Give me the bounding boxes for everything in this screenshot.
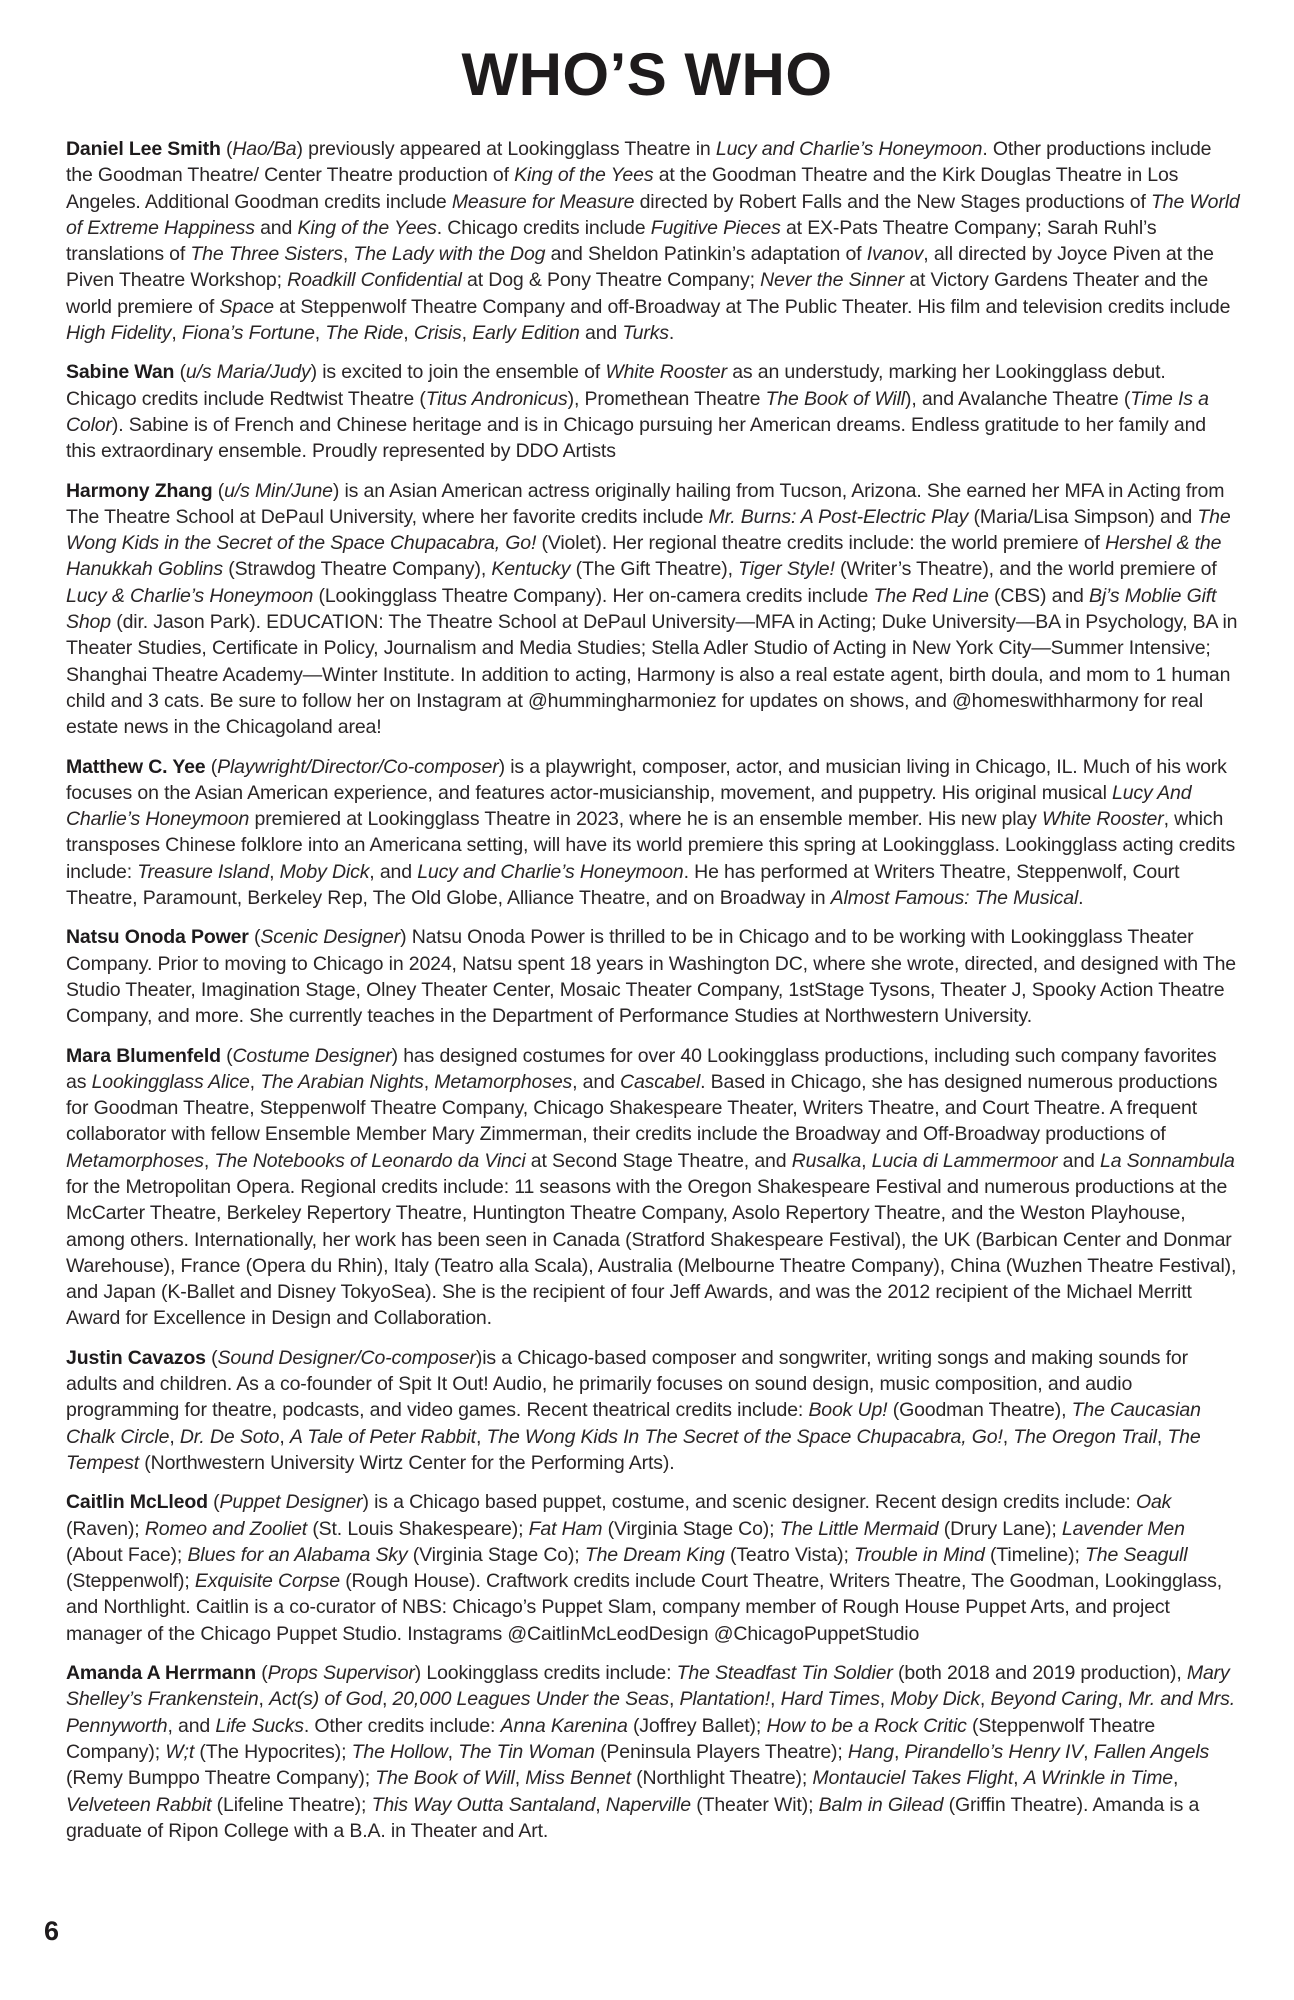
bio-justin-cavazos: Justin Cavazos (Sound Designer/Co-composer)is a Chicago-based composer and songwriter, writing songs and making sounds for adults and children. As a co-founder of Spit It Out! Audio, he primarily focuses on sound design, music composition, and audio programming for theatre, podcasts, and video games. Recent theatrical credits include: Book Up! (Goodman Theatre), The Caucasian Chalk Circle, Dr. De Soto, A Tale of Peter Rabbit, The Wong Kids In The Secret of the Space Chupacabra, Go!, The Oregon Trail, The Tempest (Northwestern University Wirtz Center for the Performing Arts). [66, 1346, 1201, 1474]
bios-section [0, 108, 1294, 1844]
page-title: WHO’S WHO [461, 41, 833, 108]
bio-sabine-wan: Sabine Wan (u/s Maria/Judy) is excited to join the ensemble of White Rooster as an understudy, marking her Lookingglass debut. Chicago credits include Redtwist Theatre (Titus Andronicus), Promethean Theatre The Book of Will), and Avalanche Theatre (Time Is a Color). Sabine is of French and Chinese heritage and is in Chicago pursuing her American dreams. Endless gratitude to her family and this extraordinary ensemble. Proudly represented by DDO Artists [66, 361, 1209, 463]
bio-daniel-lee-smith: Daniel Lee Smith (Hao/Ba) previously appeared at Lookingglass Theatre in Lucy and Charlie’s Honeymoon. Other productions include the Goodman Theatre/ Center Theatre production of King of the Yees at the Goodman Theatre and the Kirk Douglas Theatre in Los Angeles. Additional Goodman credits include Measure for Measure directed by Robert Falls and the New Stages productions of The World of Extreme Happiness and King of the Yees. Chicago credits include Fugitive Pieces at EX-Pats Theatre Company; Sarah Ruhl’s translations of The Three Sisters, The Lady with the Dog and Sheldon Patinkin’s adaptation of Ivanov, all directed by Joyce Piven at the Piven Theatre Workshop; Roadkill Confidential at Dog & Pony Theatre Company; Never the Sinner at Victory Gardens Theater and the world premiere of Space at Steppenwolf Theatre Company and off-Broadway at The Public Theater. His film and television credits include High Fidelity, Fiona’s Fortune, The Ride, Crisis, Early Edition and Turks. [66, 138, 1240, 345]
bio-harmony-zhang: Harmony Zhang (u/s Min/June) is an Asian American actress originally hailing from Tucson, Arizona. She earned her MFA in Acting from The Theatre School at DePaul University, where her favorite credits include Mr. Burns: A Post-Electric Play (Maria/Lisa Simpson) and The Wong Kids in the Secret of the Space Chupacabra, Go! (Violet). Her regional theatre credits include: the world premiere of Hershel & the Hanukkah Goblins (Strawdog Theatre Company), Kentucky (The Gift Theatre), Tiger Style! (Writer’s Theatre), and the world premiere of Lucy & Charlie’s Honeymoon (Lookingglass Theatre Company). Her on-camera credits include The Red Line (CBS) and Bj’s Moblie Gift Shop (dir. Jason Park). EDUCATION: The Theatre School at DePaul University—MFA in Acting; Duke University—BA in Psychology, BA in Theater Studies, Certificate in Policy, Journalism and Media Studies; Stella Adler Studio of Acting in New York City—Summer Intensive; Shanghai Theatre Academy—Winter Institute. In addition to acting, Harmony is also a real estate agent, birth doula, and mom to 1 human child and 3 cats. Be sure to follow her on Instagram at @hummingharmoniez for updates on shows, and @homeswithharmony for real estate news in the Chicagoland area! [66, 479, 1238, 739]
page-number: 6 [44, 1916, 60, 1946]
bio-matthew-c-yee: Matthew C. Yee (Playwright/Director/Co-composer) is a playwright, composer, actor, and musician living in Chicago, IL. Much of his work focuses on the Asian American experience, and features actor-musicianship, movement, and puppetry. His original musical Lucy And Charlie’s Honeymoon premiered at Lookingglass Theatre in 2023, where he is an ensemble member. His new play White Rooster, which transposes Chinese folklore into an Americana setting, will have its world premiere this spring at Lookingglass. Lookingglass acting credits include: Treasure Island, Moby Dick, and Lucy and Charlie’s Honeymoon. He has performed at Writers Theatre, Steppenwolf, Court Theatre, Paramount, Berkeley Rep, The Old Globe, Alliance Theatre, and on Broadway in Almost Famous: The Musical. [66, 755, 1236, 910]
bio-caitlin-mclleod: Caitlin McLleod (Puppet Designer) is a Chicago based puppet, costume, and scenic designer. Recent design credits include: Oak (Raven); Romeo and Zooliet (St. Louis Shakespeare); Fat Ham (Virginia Stage Co); The Little Mermaid (Drury Lane); Lavender Men (About Face); Blues for an Alabama Sky (Virginia Stage Co); The Dream King (Teatro Vista); Trouble in Mind (Timeline); The Seagull (Steppenwolf); Exquisite Corpse (Rough House). Craftwork credits include Court Theatre, Writers Theatre, The Goodman, Lookingglass, and Northlight. Caitlin is a co-curator of NBS: Chicago’s Puppet Slam, company member of Rough House Puppet Arts, and project manager of the Chicago Puppet Studio. Instagrams @CaitlinMcLeodDesign @ChicagoPuppetStudio [66, 1491, 1222, 1645]
bio-amanda-a-herrmann: Amanda A Herrmann (Props Supervisor) Lookingglass credits include: The Steadfast Tin Soldier (both 2018 and 2019 production), Mary Shelley’s Frankenstein, Act(s) of God, 20,000 Leagues Under the Seas, Plantation!, Hard Times, Moby Dick, Beyond Caring, Mr. and Mrs. Pennyworth, and Life Sucks. Other credits include: Anna Karenina (Joffrey Ballet); How to be a Rock Critic (Steppenwolf Theatre Company); W;t (The Hypocrites); The Hollow, The Tin Woman (Peninsula Players Theatre); Hang, Pirandello’s Henry IV, Fallen Angels (Remy Bumppo Theatre Company); The Book of Will, Miss Bennet (Northlight Theatre); Montauciel Takes Flight, A Wrinkle in Time, Velveteen Rabbit (Lifeline Theatre); This Way Outta Santaland, Naperville (Theater Wit); Balm in Gilead (Griffin Theatre). Amanda is a graduate of Ripon College with a B.A. in Theater and Art. [66, 1662, 1235, 1842]
bio-natsu-onoda-power: Natsu Onoda Power (Scenic Designer) Natsu Onoda Power is thrilled to be in Chicago and to be working with Lookingglass Theater Company. Prior to moving to Chicago in 2024, Natsu spent 18 years in Washington DC, where she wrote, directed, and designed with The Studio Theater, Imagination Stage, Olney Theater Center, Mosaic Theater Company, 1stStage Tysons, Theater J, Spooky Action Theatre Company, and more. She currently teaches in the Department of Performance Studies at Northwestern University. [66, 926, 1236, 1028]
bio-mara-blumenfeld: Mara Blumenfeld (Costume Designer) has designed costumes for over 40 Lookingglass productions, including such company favorites as Lookingglass Alice, The Arabian Nights, Metamorphoses, and Cascabel. Based in Chicago, she has designed numerous productions for Goodman Theatre, Steppenwolf Theatre Company, Chicago Shakespeare Theater, Writers Theatre, and Court Theatre. A frequent collaborator with fellow Ensemble Member Mary Zimmerman, their credits include the Broadway and Off-Broadway productions of Metamorphoses, The Notebooks of Leonardo da Vinci at Second Stage Theatre, and Rusalka, Lucia di Lammermoor and La Sonnambula for the Metropolitan Opera. Regional credits include: 11 seasons with the Oregon Shakespeare Festival and numerous productions at the McCarter Theatre, Berkeley Repertory Theatre, Huntington Theatre Company, Asolo Repertory Theatre, and the Weston Playhouse, among others. Internationally, her work has been seen in Canada (Stratford Shakespeare Festival), the UK (Barbican Center and Donmar Warehouse), France (Opera du Rhin), Italy (Teatro alla Scala), Australia (Melbourne Theatre Company), China (Wuzhen Theatre Festival), and Japan (K-Ballet and Disney TokyoSea). She is the recipient of four Jeff Awards, and was the 2012 recipient of the Michael Merritt Award for Excellence in Design and Collaboration. [66, 1044, 1237, 1330]
